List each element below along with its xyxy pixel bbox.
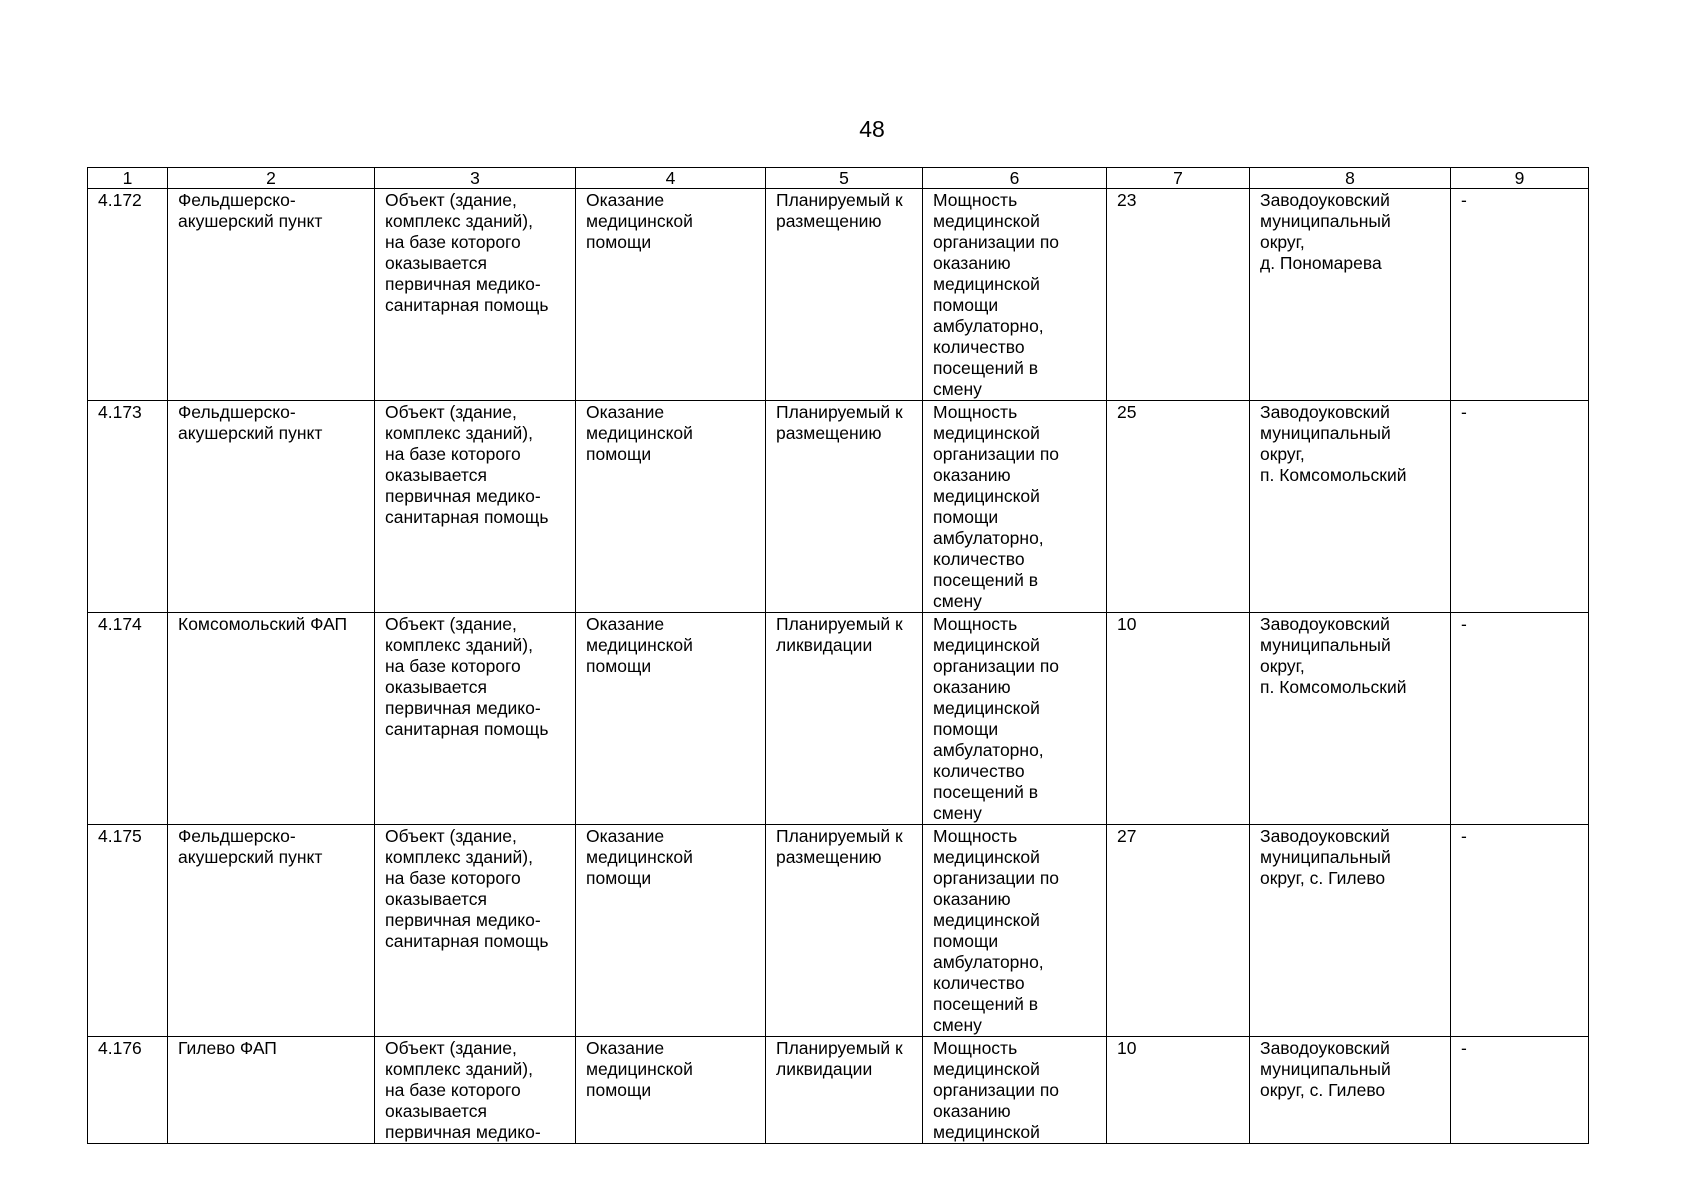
cell-purpose: Оказание медицинской помощи	[576, 401, 766, 613]
column-header-9: 9	[1451, 168, 1589, 189]
cell-capacity-value: 27	[1107, 825, 1250, 1037]
cell-purpose: Оказание медицинской помощи	[576, 1037, 766, 1144]
cell-capacity-description: Мощность медицинской организации по оказанию медицинской помощи амбулаторно, количество посещений в смену	[923, 401, 1107, 613]
cell-zone: -	[1451, 1037, 1589, 1144]
cell-purpose: Оказание медицинской помощи	[576, 613, 766, 825]
cell-type: Объект (здание, комплекс зданий), на базе которого оказывается первичная медико- санитарная помощь	[375, 825, 576, 1037]
cell-number: 4.175	[88, 825, 168, 1037]
cell-type: Объект (здание, комплекс зданий), на базе которого оказывается первичная медико- санитарная помощь	[375, 401, 576, 613]
cell-status: Планируемый к ликвидации	[766, 613, 923, 825]
cell-zone: -	[1451, 825, 1589, 1037]
cell-name: Фельдшерско- акушерский пункт	[168, 401, 375, 613]
cell-number: 4.173	[88, 401, 168, 613]
cell-location: Заводоуковский муниципальный округ, п. Комсомольский	[1250, 613, 1451, 825]
cell-name: Фельдшерско- акушерский пункт	[168, 189, 375, 401]
table-row	[88, 1037, 1589, 1144]
cell-capacity-value: 10	[1107, 1037, 1250, 1144]
cell-number: 4.172	[88, 189, 168, 401]
cell-type: Объект (здание, комплекс зданий), на базе которого оказывается первичная медико- санитарная помощь	[375, 189, 576, 401]
page-number: 48	[859, 116, 885, 142]
column-header-5: 5	[766, 168, 923, 189]
cell-type: Объект (здание, комплекс зданий), на базе которого оказывается первичная медико-	[375, 1037, 576, 1144]
column-header-4: 4	[576, 168, 766, 189]
table-row	[88, 401, 1589, 613]
cell-location: Заводоуковский муниципальный округ, с. Гилево	[1250, 1037, 1451, 1144]
cell-capacity-description: Мощность медицинской организации по оказанию медицинской помощи амбулаторно, количество посещений в смену	[923, 189, 1107, 401]
column-header-8: 8	[1250, 168, 1451, 189]
cell-status: Планируемый к размещению	[766, 189, 923, 401]
cell-name: Гилево ФАП	[168, 1037, 375, 1144]
cell-status: Планируемый к размещению	[766, 401, 923, 613]
table-row	[88, 613, 1589, 825]
cell-location: Заводоуковский муниципальный округ, п. Комсомольский	[1250, 401, 1451, 613]
column-header-2: 2	[168, 168, 375, 189]
cell-capacity-value: 25	[1107, 401, 1250, 613]
cell-purpose: Оказание медицинской помощи	[576, 189, 766, 401]
cell-status: Планируемый к ликвидации	[766, 1037, 923, 1144]
cell-name: Фельдшерско- акушерский пункт	[168, 825, 375, 1037]
cell-number: 4.174	[88, 613, 168, 825]
table-header	[88, 168, 1589, 189]
column-header-7: 7	[1107, 168, 1250, 189]
table-row	[88, 825, 1589, 1037]
column-header-1: 1	[88, 168, 168, 189]
cell-status: Планируемый к размещению	[766, 825, 923, 1037]
table-body	[88, 189, 1589, 1144]
cell-zone: -	[1451, 189, 1589, 401]
cell-capacity-description: Мощность медицинской организации по оказанию медицинской	[923, 1037, 1107, 1144]
column-header-6: 6	[923, 168, 1107, 189]
cell-location: Заводоуковский муниципальный округ, д. Пономарева	[1250, 189, 1451, 401]
cell-name: Комсомольский ФАП	[168, 613, 375, 825]
table-row	[88, 189, 1589, 401]
cell-capacity-value: 10	[1107, 613, 1250, 825]
column-header-3: 3	[375, 168, 576, 189]
cell-zone: -	[1451, 613, 1589, 825]
cell-purpose: Оказание медицинской помощи	[576, 825, 766, 1037]
cell-capacity-description: Мощность медицинской организации по оказанию медицинской помощи амбулаторно, количество посещений в смену	[923, 825, 1107, 1037]
cell-zone: -	[1451, 401, 1589, 613]
objects-table	[87, 167, 1589, 1144]
header-row	[88, 168, 1589, 189]
cell-location: Заводоуковский муниципальный округ, с. Гилево	[1250, 825, 1451, 1037]
cell-number: 4.176	[88, 1037, 168, 1144]
cell-capacity-description: Мощность медицинской организации по оказанию медицинской помощи амбулаторно, количество посещений в смену	[923, 613, 1107, 825]
cell-capacity-value: 23	[1107, 189, 1250, 401]
cell-type: Объект (здание, комплекс зданий), на базе которого оказывается первичная медико- санитарная помощь	[375, 613, 576, 825]
